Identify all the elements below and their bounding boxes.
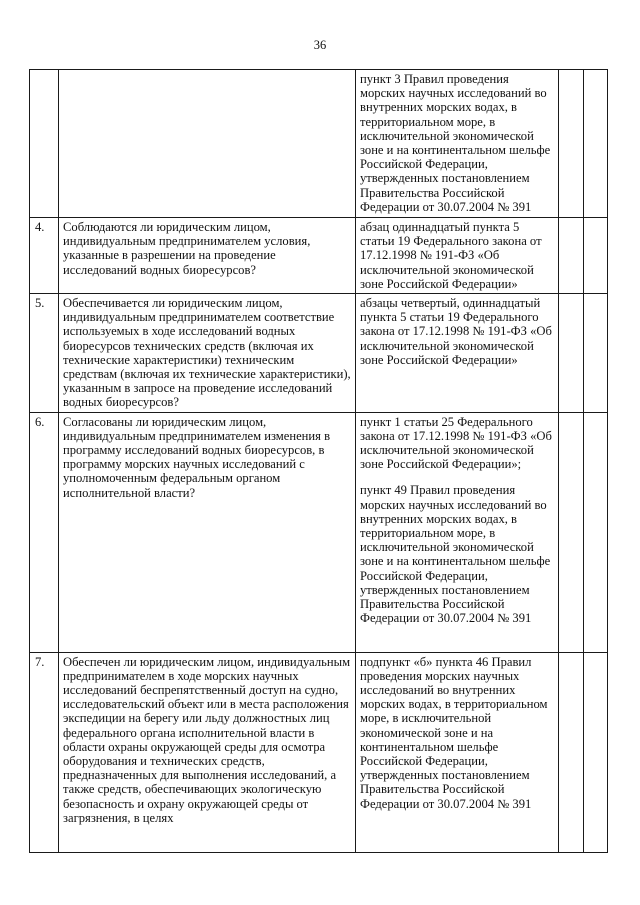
legal-reference-cell (356, 652, 559, 852)
table-row (30, 652, 608, 852)
row-number: 5. (30, 294, 59, 413)
legal-reference-cell (356, 70, 559, 218)
page-number: 36 (313, 38, 327, 52)
answer-no-cell (584, 652, 608, 852)
row-number (30, 70, 59, 218)
answer-no-cell (584, 412, 608, 652)
question-cell: Соблюдаются ли юридическим лицом, индивидуальным предпринимателем условия, указанные в разрешении на проведение исследований водных биоресурсов? (59, 218, 356, 294)
question-cell: Согласованы ли юридическим лицом, индивидуальным предпринимателем изменения в программу исследований водных биоресурсов, в программу морских научных исследований с уполномоченным федеральным органом исполнительной власти? (59, 412, 356, 652)
answer-yes-cell (559, 70, 584, 218)
question-cell: Обеспечивается ли юридическим лицом, индивидуальным предпринимателем соответствие используемых в ходе исследований водных биоресурсов технических средств (включая их технические характеристики) техническим средствам (включая их технические характеристики), указанным в запросе на проведение исследований водных биоресурсов? (59, 294, 356, 413)
legal-reference: пункт 1 статьи 25 Федерального закона от 17.12.1998 № 191-ФЗ «Об исключительной экономической зоне Российской Федерации»; (360, 414, 552, 472)
table-row (30, 218, 608, 294)
legal-reference-cell (356, 218, 559, 294)
row-number: 7. (30, 652, 59, 852)
answer-yes-cell (559, 412, 584, 652)
row-number: 4. (30, 218, 59, 294)
answer-yes-cell (559, 294, 584, 413)
answer-no-cell (584, 218, 608, 294)
answer-no-cell (584, 294, 608, 413)
question-cell: Обеспечен ли юридическим лицом, индивидуальным предпринимателем в ходе морских научных исследований беспрепятственный доступ на судно, исследовательский объект или в места расположения экспедиции на берегу или льду должностных лиц федерального органа исполнительной власти в области охраны окружающей среды для осмотра оборудования и технических средств, предназначенных для выполнения исследований, а также средств, обеспечивающих экологическую безопасность и охрану окружающей среды от загрязнения, в целях (59, 652, 356, 852)
answer-yes-cell (559, 652, 584, 852)
legal-reference-cell (356, 294, 559, 413)
answer-yes-cell (559, 218, 584, 294)
table-row (30, 70, 608, 218)
legal-reference: абзацы четвертый, одиннадцатый пункта 5 статьи 19 Федерального закона от 17.12.1998 № 191-ФЗ «Об исключительной экономической зоне Российской Федерации» (360, 296, 552, 367)
table-row (30, 294, 608, 413)
row-number: 6. (30, 412, 59, 652)
legal-reference: пункт 49 Правил проведения морских научных исследований во внутренних морских водах, в территориальном море, в исключительной экономической зоне и на континентальном шельфе Российской Федерации, утвержденных постановлением Правительства Российской Федерации от 30.07.2004 № 391 (360, 483, 551, 626)
legal-reference: абзац одиннадцатый пункта 5 статьи 19 Федерального закона от 17.12.1998 № 191-ФЗ «Об исключительной экономической зоне Российской Федерации» (360, 220, 542, 291)
table-row (30, 412, 608, 652)
question-cell (59, 70, 356, 218)
legal-reference: подпункт «б» пункта 46 Правил проведения морских научных исследований во внутренних морских водах, в территориальном море, в исключительной экономической зоне и на континентальном шельфе Российской Федерации, утвержденных постановлением Правительства Российской Федерации от 30.07.2004 № 391 (360, 654, 548, 811)
checklist-table (29, 69, 608, 853)
legal-reference: пункт 3 Правил проведения морских научных исследований во внутренних морских водах, в территориальном море, в исключительной экономической зоне и на континентальном шельфе Российской Федерации, утвержденных постановлением Правительства Российской Федерации от 30.07.2004 № 391 (360, 72, 551, 214)
legal-reference-cell (356, 412, 559, 652)
answer-no-cell (584, 70, 608, 218)
